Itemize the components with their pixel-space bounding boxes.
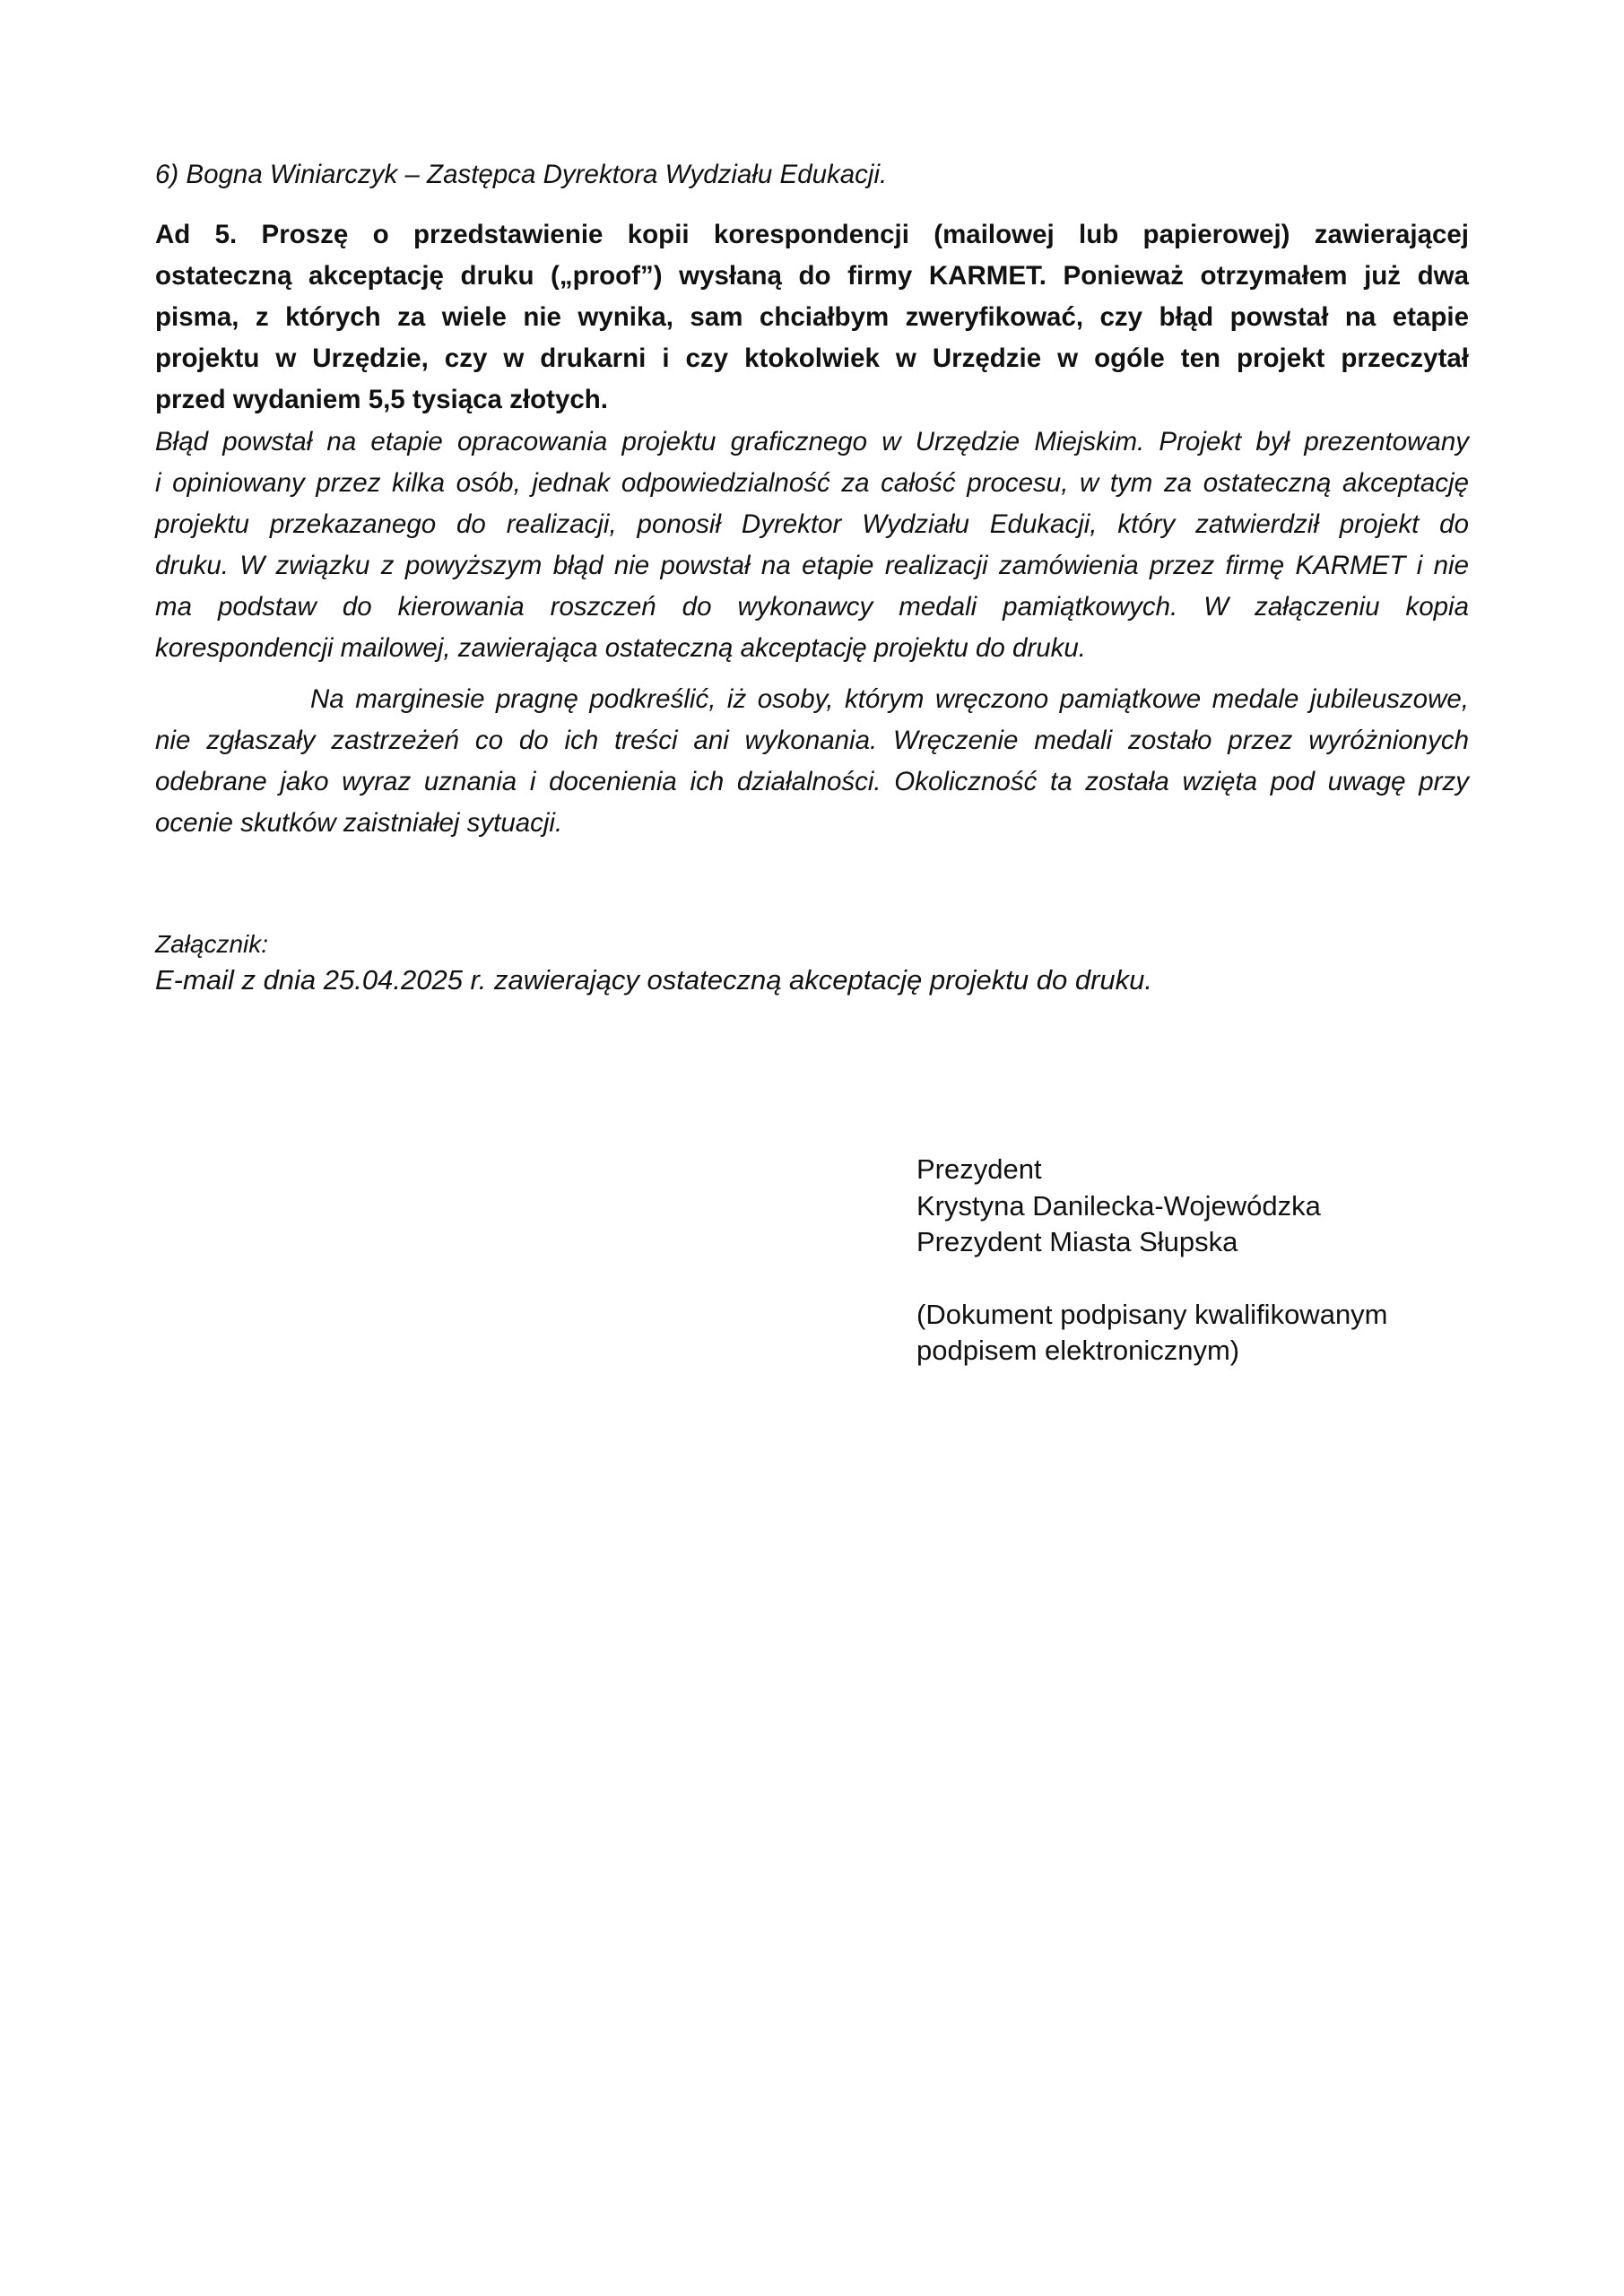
ad5-answer-line: druku. W związku z powyższym błąd nie powstał na etapie realizacji zamówienia przez firmę KARMET i nie [155,551,1469,580]
ad5-request-line: Ad 5. Proszę o przedstawienie kopii korespondencji (mailowej lub papierowej) zawierającej [155,220,1469,249]
ad5-request-line: przed wydaniem 5,5 tysiąca złotych. [155,385,608,414]
margin-note-line: nie zgłaszały zastrzeżeń co do ich treści ani wykonania. Wręczenie medali zostało przez wyróżnionych [155,726,1469,755]
list-item-6: 6) Bogna Winiarczyk – Zastępca Dyrektora Wydziału Edukacji. [155,160,888,189]
ad5-answer-line: Błąd powstał na etapie opracowania projektu graficznego w Urzędzie Miejskim. Projekt był prezentowany [155,427,1469,457]
ad5-request-line: pisma, z których za wiele nie wynika, sam chciałbym zweryfikować, czy błąd powstał na etapie [155,302,1469,332]
ad5-request-line: projektu w Urzędzie, czy w drukarni i czy ktokolwiek w Urzędzie w ogóle ten projekt przeczytał [155,344,1469,373]
ad5-answer-line: i opiniowany przez kilka osób, jednak odpowiedzialność za całość procesu, w tym za ostateczną akceptację [155,468,1469,498]
signature-name: Krystyna Danilecka-Wojewódzka [916,1190,1321,1222]
ad5-request-line: ostateczną akceptację druku („proof”) wysłaną do firmy KARMET. Ponieważ otrzymałem już dwa [155,261,1469,291]
signature-note-line-2: podpisem elektronicznym) [916,1335,1240,1366]
signature-note-line-1: (Dokument podpisany kwalifikowanym [916,1299,1388,1330]
ad5-answer-line: ma podstaw do kierowania roszczeń do wykonawcy medali pamiątkowych. W załączeniu kopia [155,592,1469,622]
ad5-request-paragraph [155,214,1469,421]
signature-title: Prezydent [916,1153,1042,1185]
ad5-answer-line: projektu przekazanego do realizacji, ponosił Dyrektor Wydziału Edukacji, który zatwierdził projekt do [155,509,1469,539]
ad5-answer-paragraph [155,422,1469,669]
margin-note-line: odebrane jako wyraz uznania i docenienia ich działalności. Okoliczność ta została wzięta pod uwagę przy [155,767,1469,796]
margin-note-line: ocenie skutków zaistniałej sytuacji. [155,808,563,838]
margin-note-paragraph [155,679,1469,844]
attachment-item: E-mail z dnia 25.04.2025 r. zawierający ostateczną akceptację projektu do druku. [155,964,1153,996]
signature-position: Prezydent Miasta Słupska [916,1226,1238,1257]
ad5-answer-line: korespondencji mailowej, zawierająca ostateczną akceptację projektu do druku. [155,633,1086,663]
attachment-label: Załącznik: [155,930,269,958]
margin-note-line: Na marginesie pragnę podkreślić, iż osoby, którym wręczono pamiątkowe medale jubileuszowe, [310,684,1469,714]
